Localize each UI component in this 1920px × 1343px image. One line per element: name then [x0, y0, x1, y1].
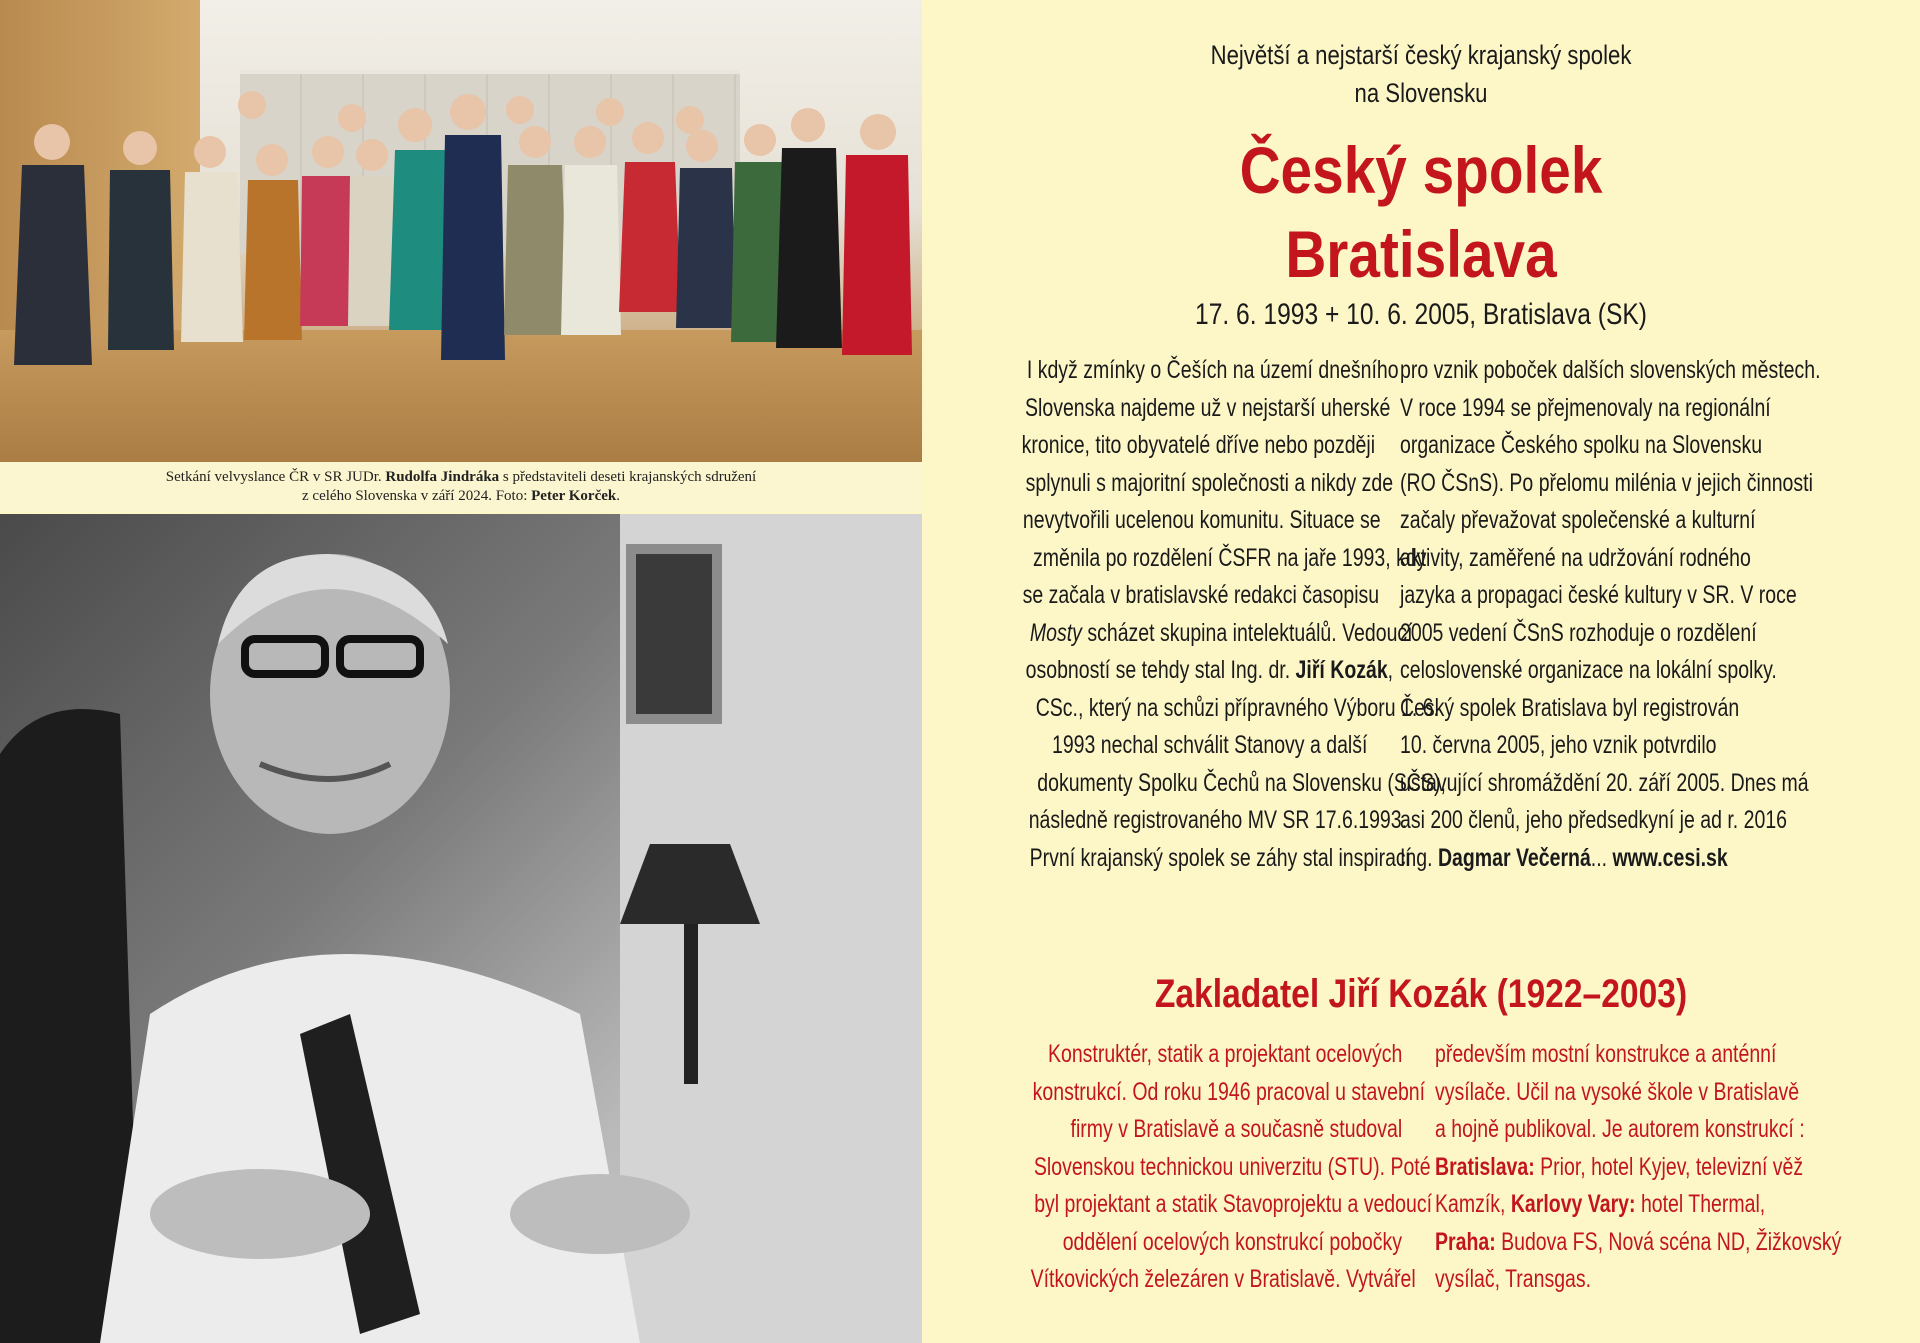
article-line: nevytvořili ucelenou komunitu. Situace se: [1022, 506, 1381, 534]
article-line: splynuli s majoritní společnosti a nikdy zde: [1025, 468, 1394, 497]
article-line: scházet skupina intelektuálů. Vedoucí: [1081, 618, 1413, 647]
article-line: kronice, tito obyvatelé dříve nebo později: [1021, 431, 1376, 459]
article-line: CSc., který na schůzi přípravného Výboru 1. 6.: [1035, 693, 1439, 722]
photo-column: [0, 0, 922, 1343]
founder-line: vysílače. Učil na vysoké škole v Bratislavě: [1435, 1077, 1800, 1106]
article-line: 10. června 2005, jeho vznik potvrdilo: [1400, 731, 1717, 759]
city-label: Bratislava:: [1435, 1152, 1535, 1181]
website-link[interactable]: www.cesi.sk: [1612, 843, 1728, 872]
article-line: aktivity, zaměřené na udržování rodného: [1400, 543, 1751, 572]
portrait-photo: [0, 514, 922, 1343]
founder-line: firmy v Bratislavě a současně studoval: [1070, 1115, 1402, 1143]
founder-line: vysílač, Transgas.: [1435, 1265, 1592, 1293]
founding-dates: 17. 6. 1993 + 10. 6. 2005, Bratislava (SK): [1195, 298, 1647, 331]
tagline: [1012, 36, 1830, 112]
tagline-line-1: Největší a nejstarší český krajanský spolek: [1210, 40, 1632, 70]
caption-text-2a: z celého Slovenska v září 2024. Foto:: [302, 488, 532, 504]
article-line: ustavující shromáždění 20. září 2005. Dnes má: [1400, 768, 1809, 797]
founder-line: byl projektant a statik Stavoprojektu a vedoucí: [1034, 1190, 1433, 1218]
founder-line: a hojně publikoval. Je autorem konstrukcí :: [1435, 1115, 1805, 1143]
article-line: Český spolek Bratislava byl registrován: [1400, 693, 1740, 722]
article-line: následně registrovaného MV SR 17.6.1993.: [1028, 806, 1408, 834]
group-of-people-illustration: [0, 0, 922, 462]
article-right-column: [1400, 352, 1920, 877]
founder-right-column: [1435, 1036, 1920, 1299]
article-line: I když zmínky o Češích na území dnešního: [1026, 356, 1399, 384]
founder-line: Prior, hotel Kyjev, televizní věž: [1534, 1152, 1804, 1181]
article-line: Ing.: [1400, 843, 1438, 872]
caption-photographer: Peter Korček: [531, 488, 617, 504]
article-line: Slovenska najdeme už v nejstarší uherské: [1025, 393, 1391, 422]
caption-text-1c: s představiteli deseti krajanských sdružení: [499, 469, 757, 485]
photo-caption: [0, 462, 922, 512]
article-line: celoslovenské organizace na lokální spolky.: [1400, 656, 1777, 684]
founder-name: Jiří Kozák: [1295, 656, 1388, 684]
article-line: 2005 vedení ČSnS rozhoduje o rozdělení: [1400, 618, 1757, 647]
founder-line: konstrukcí. Od roku 1946 pracoval u stavební: [1032, 1077, 1426, 1106]
founder-line: Konstruktér, statik a projektant ocelových: [1047, 1040, 1402, 1068]
article-left-column: [922, 352, 1446, 877]
founder-line: Vítkovických železáren v Bratislavě. Vytvářel: [1030, 1265, 1416, 1293]
article-line: osobností se tehdy stal Ing. dr.: [1025, 656, 1296, 684]
founder-line: Slovenskou technickou univerzitu (STU). Poté: [1033, 1152, 1431, 1181]
article-line: změnila po rozdělení ČSFR na jaře 1993, kdy: [1032, 543, 1427, 572]
article-line: dokumenty Spolku Čechů na Slovensku (SČS),: [1037, 768, 1446, 797]
article-column: [922, 0, 1920, 1343]
article-line: jazyka a propagaci české kultury v SR. V roce: [1400, 581, 1797, 609]
city-label: Praha:: [1435, 1227, 1496, 1256]
chairwoman-name: Dagmar Večerná: [1437, 843, 1591, 872]
city-label: Karlovy Vary:: [1510, 1190, 1636, 1218]
article-line: asi 200 členů, jeho předsedkyní je ad r. 2016: [1400, 806, 1788, 834]
title-line-1: Český spolek: [1239, 133, 1603, 207]
founder-line: především mostní konstrukce a anténní: [1435, 1040, 1777, 1068]
magazine-name: Mosty: [1029, 618, 1082, 647]
article-line: začaly převažovat společenské a kulturní: [1400, 506, 1756, 534]
founder-line: hotel Thermal,: [1635, 1190, 1766, 1218]
article-line: 1993 nechal schválit Stanovy a další: [1051, 731, 1367, 759]
founder-left-column: [922, 1036, 1433, 1299]
title-line-2: Bratislava: [1285, 217, 1557, 291]
article-line: (RO ČSnS). Po přelomu milénia v jejich činnosti: [1400, 468, 1813, 497]
group-photo: [0, 0, 922, 462]
founder-line: Budova FS, Nová scéna ND, Žižkovský: [1495, 1227, 1842, 1256]
founder-heading: Zakladatel Jiří Kozák (1922–2003): [1154, 972, 1688, 1016]
tagline-line-2: na Slovensku: [1354, 78, 1488, 108]
portrait-illustration: [0, 514, 922, 1343]
article-line: ...: [1590, 843, 1613, 872]
caption-name-ambassador: Rudolfa Jindráka: [385, 469, 500, 485]
caption-text-1a: Setkání velvyslance ČR v SR JUDr.: [165, 469, 386, 485]
article-line: organizace Českého spolku na Slovensku: [1400, 431, 1763, 459]
founder-line: Kamzík,: [1435, 1190, 1511, 1218]
article-line: První krajanský spolek se záhy stal inspirací: [1029, 843, 1412, 872]
page-title: [992, 128, 1850, 296]
article-line: se začala v bratislavské redakci časopisu: [1022, 581, 1380, 609]
caption-text-2c: .: [616, 488, 620, 504]
article-line: V roce 1994 se přejmenovaly na regionální: [1400, 393, 1771, 422]
article-line: pro vznik poboček dalších slovenských městech.: [1400, 356, 1821, 384]
article-line: ,: [1387, 656, 1394, 684]
founder-line: oddělení ocelových konstrukcí pobočky: [1062, 1227, 1402, 1256]
